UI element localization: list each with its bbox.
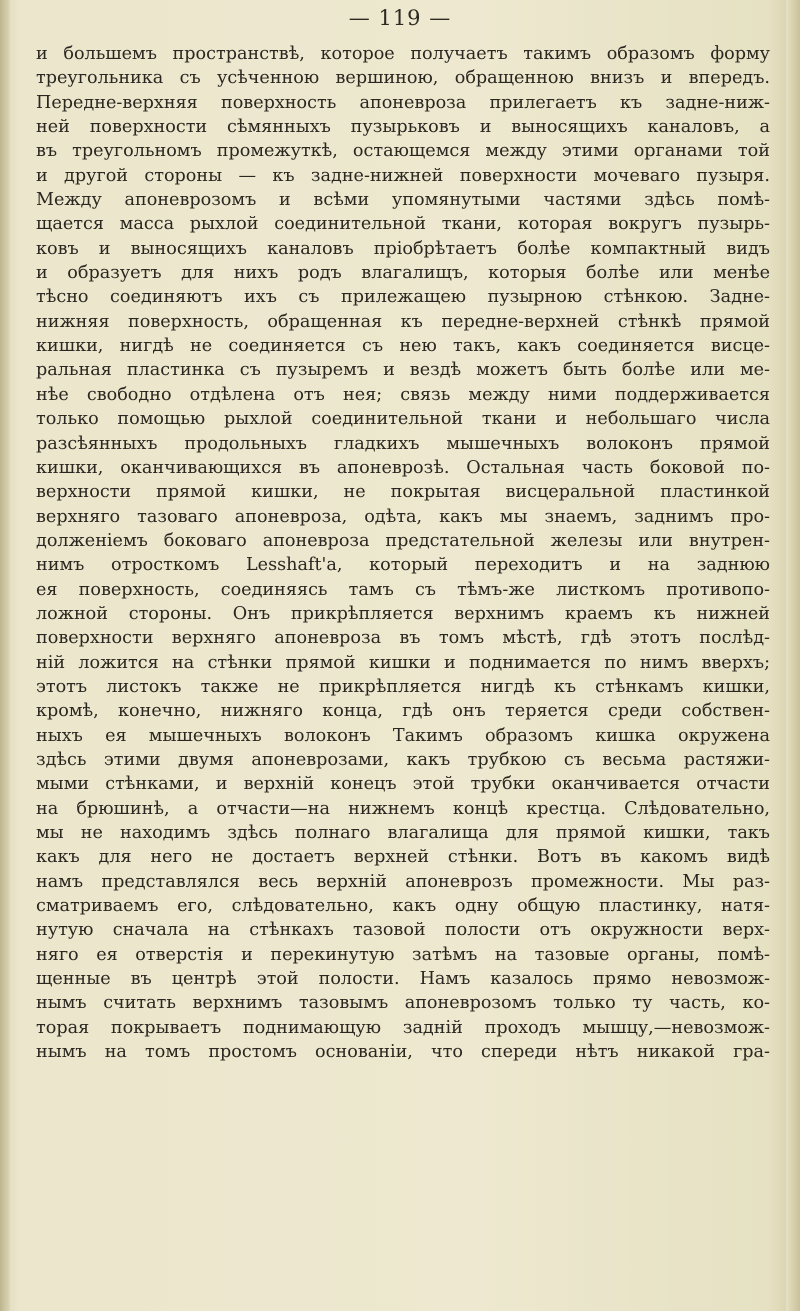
text-line: ея поверхность, соединяясь тамъ съ тѣмъ-же листкомъ противопо- [36, 579, 770, 600]
text-line: щенные въ центрѣ этой полости. Намъ казалось прямо невозмож- [36, 969, 770, 990]
text-line: верхняго тазоваго апоневроза, одѣта, какъ мы знаемъ, заднимъ про- [36, 506, 770, 527]
page-edge-shadow [786, 0, 800, 1311]
text-line: мы не находимъ здѣсь полнаго влагалища для прямой кишки, такъ [36, 823, 770, 843]
text-line: Передне-верхняя поверхность апоневроза прилегаетъ къ задне-ниж- [36, 92, 770, 113]
text-line: ныхъ ея мышечныхъ волоконъ Такимъ образомъ кишка окружена [36, 725, 770, 746]
text-line: нымъ считать верхнимъ тазовымъ апоневрозомъ только ту часть, ко- [36, 993, 770, 1014]
text-line: намъ представлялся весь верхній апоневрозъ промежности. Мы раз- [36, 871, 770, 892]
text-line: кромѣ, конечно, нижняго конца, гдѣ онъ теряется среди собствен- [36, 701, 770, 722]
text-line: въ треугольномъ промежуткѣ, остающемся между этими органами той [36, 141, 770, 162]
text-line: нѣе свободно отдѣлена отъ нея; связь между ними поддерживается [36, 384, 770, 405]
text-line: долженіемъ боковаго апоневроза предстательной железы или внутрен- [36, 530, 770, 551]
text-line: Между апоневрозомъ и всѣми упомянутыми частями здѣсь помѣ- [36, 190, 770, 211]
text-line: сматриваемъ его, слѣдовательно, какъ одну общую пластинку, натя- [36, 896, 770, 917]
text-line: треугольника съ усѣченною вершиною, обращенною внизъ и впередъ. [36, 68, 770, 89]
text-line: ральная пластинка съ пузыремъ и вездѣ можетъ быть болѣе или ме- [36, 360, 770, 381]
text-line: торая покрываетъ поднимающую задній проходъ мышцу,—невозмож- [36, 1017, 770, 1038]
text-line: на брюшинѣ, а отчасти—на нижнемъ концѣ крестца. Слѣдовательно, [36, 798, 770, 819]
text-line: какъ для него не достаетъ верхней стѣнки. Вотъ въ какомъ видѣ [36, 847, 770, 868]
text-line: мыми стѣнками, и верхній конецъ этой трубки оканчивается отчасти [36, 774, 770, 795]
text-line: нимъ отросткомъ Lesshaft'а, который переходитъ и на заднюю [36, 555, 770, 576]
text-line: нижняя поверхность, обращенная къ передне-верхней стѣнкѣ прямой [36, 311, 770, 332]
text-line: только помощью рыхлой соединительной ткани и небольшаго числа [36, 409, 770, 430]
text-line: и другой стороны — къ задне-нижней поверхности мочеваго пузыря. [36, 165, 770, 186]
text-line: няго ея отверстія и перекинутую затѣмъ на тазовые органы, помѣ- [36, 944, 770, 965]
text-line: кишки, нигдѣ не соединяется съ нею такъ, какъ соединяется висце- [36, 336, 770, 357]
text-line: нымъ на томъ простомъ основаніи, что спереди нѣтъ никакой гра- [36, 1042, 770, 1063]
text-line: здѣсь этими двумя апоневрозами, какъ трубкою съ весьма растяжи- [36, 749, 770, 770]
text-line: ней поверхности сѣмянныхъ пузырьковъ и выносящихъ каналовъ, а [36, 117, 770, 138]
text-line: ковъ и выносящихъ каналовъ пріобрѣтаетъ болѣе компактный видъ [36, 238, 770, 259]
text-line: ложной стороны. Онъ прикрѣпляется верхнимъ краемъ къ нижней [36, 603, 770, 624]
text-line: этотъ листокъ также не прикрѣпляется нигдѣ къ стѣнкамъ кишки, [36, 676, 770, 697]
text-line: кишки, оканчивающихся въ апоневрозѣ. Остальная часть боковой по- [36, 457, 770, 478]
text-line: разсѣянныхъ продольныхъ гладкихъ мышечныхъ волоконъ прямой [36, 433, 770, 454]
text-line: тѣсно соединяютъ ихъ съ прилежащею пузырною стѣнкою. Задне- [36, 287, 770, 308]
text-line: верхности прямой кишки, не покрытая висцеральной пластинкой [36, 482, 770, 503]
text-line: поверхности верхняго апоневроза въ томъ мѣстѣ, гдѣ этотъ послѣд- [36, 628, 770, 649]
page-number: — 119 — [348, 6, 452, 30]
text-line: щается масса рыхлой соединительной ткани, которая вокругъ пузырь- [36, 214, 770, 235]
text-line: нутую сначала на стѣнкахъ тазовой полости отъ окружности верх- [36, 920, 770, 941]
text-line: и большемъ пространствѣ, которое получаетъ такимъ образомъ форму [36, 44, 770, 64]
page-spine-shadow [0, 0, 10, 1311]
text-line: и образуетъ для нихъ родъ влагалищъ, которыя болѣе или менѣе [36, 263, 770, 284]
body-text [36, 42, 770, 1064]
text-line: ній ложится на стѣнки прямой кишки и поднимается по нимъ вверхъ; [36, 652, 770, 673]
